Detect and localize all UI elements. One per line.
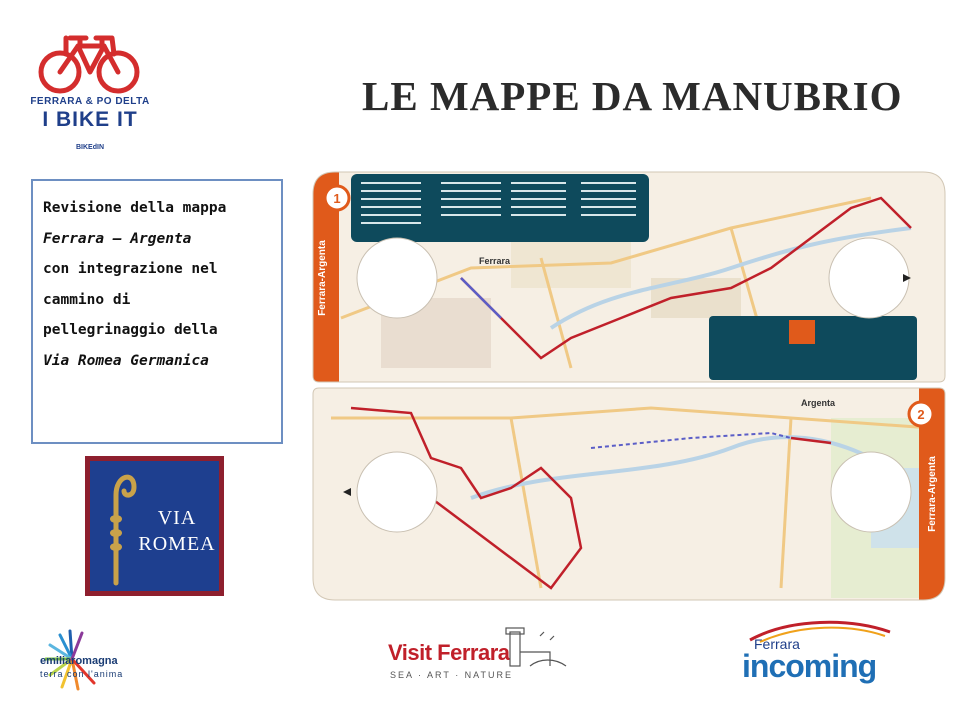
emiliaromagna-name: emiliaromagna — [40, 655, 118, 667]
town-label-argenta: Argenta — [801, 398, 836, 408]
visit-ferrara-logo — [388, 620, 573, 690]
via-romea-line-1: VIA — [157, 507, 197, 529]
description-line-4: cammino di — [43, 291, 131, 308]
emiliaromagna-logo — [40, 625, 190, 695]
bicycle-icon — [30, 28, 150, 96]
visit-ferrara-name: Visit Ferrara — [388, 640, 510, 665]
description-line-3: con integrazione nel — [43, 261, 218, 277]
route-label-top: Ferrara-Argenta — [317, 240, 328, 316]
description-line-5: pellegrinaggio della — [43, 322, 218, 338]
description-line-6: Via Romea Germanica — [43, 352, 209, 369]
visit-ferrara-tagline: SEA · ART · NATURE — [390, 670, 514, 680]
logo-subtitle: FERRARA & PO DELTA — [30, 96, 150, 107]
ferrara-bike-logo — [30, 28, 150, 158]
logo-title: I BIKE IT — [42, 108, 138, 131]
route-label-bottom: Ferrara-Argenta — [927, 456, 938, 532]
panel-1-number: 1 — [333, 191, 341, 206]
town-label-ferrara: Ferrara — [479, 256, 511, 266]
emiliaromagna-tagline: terra con l'anima — [40, 669, 124, 679]
via-romea-line-2: ROMEA — [138, 533, 216, 555]
description-line-2: Ferrara – Argenta — [43, 230, 192, 247]
ferrara-incoming-logo — [740, 614, 900, 694]
page-title: LE MAPPE DA MANUBRIO — [362, 73, 903, 119]
logo-tag: BIKEdIN — [76, 144, 104, 151]
ferrara-incoming-line1: Ferrara — [754, 636, 800, 652]
via-romea-sign — [85, 456, 224, 596]
route-map-graphic — [311, 168, 947, 603]
handlebar-map — [311, 168, 947, 603]
castle-icon — [500, 622, 570, 672]
description-box — [31, 179, 283, 444]
ferrara-incoming-line2: incoming — [742, 648, 877, 684]
swoosh-icon — [740, 614, 900, 644]
description-line-1: Revisione della mappa — [43, 200, 227, 216]
panel-2-number: 2 — [917, 407, 925, 422]
